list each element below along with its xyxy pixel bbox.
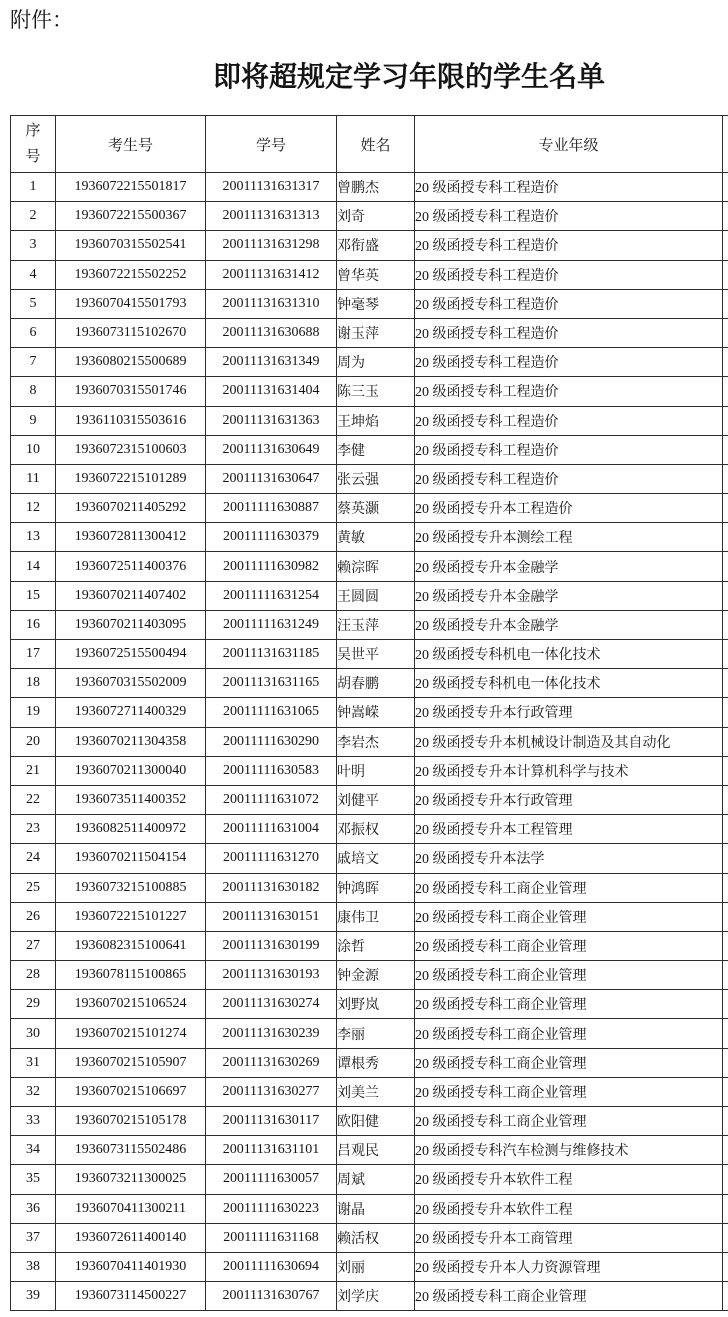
- truncated-column-cell: [723, 610, 728, 639]
- row-index-cell: 18: [11, 669, 56, 698]
- exam-number-cell: 1936080215500689: [56, 348, 206, 377]
- exam-number-cell: 1936070215106524: [56, 990, 206, 1019]
- student-name-cell: 戚培文: [337, 844, 415, 873]
- student-id-cell: 20011111630223: [206, 1194, 337, 1223]
- major-grade-cell: 20 级函授专升本金融学: [415, 552, 723, 581]
- exam-number-cell: 1936070415501793: [56, 289, 206, 318]
- exam-number-cell: 1936072215502252: [56, 260, 206, 289]
- exam-number-cell: 1936073211300025: [56, 1165, 206, 1194]
- student-id-cell: 20011111631168: [206, 1223, 337, 1252]
- student-name-cell: 周斌: [337, 1165, 415, 1194]
- table-row: [11, 377, 728, 406]
- exam-number-cell: 1936070211504154: [56, 844, 206, 873]
- exam-number-cell: 1936070211304358: [56, 727, 206, 756]
- truncated-column-cell: [723, 552, 728, 581]
- major-grade-cell: 20 级函授专科工程造价: [415, 464, 723, 493]
- major-grade-cell: 20 级函授专升本金融学: [415, 581, 723, 610]
- exam-number-cell: 1936082315100641: [56, 931, 206, 960]
- table-header: [11, 116, 728, 173]
- student-id-cell: 20011131631404: [206, 377, 337, 406]
- exam-number-cell: 1936070215105907: [56, 1048, 206, 1077]
- major-grade-cell: 20 级函授专升本测绘工程: [415, 523, 723, 552]
- row-index-cell: 17: [11, 640, 56, 669]
- student-id-cell: 20011111631249: [206, 610, 337, 639]
- student-name-cell: 钟鸿晖: [337, 873, 415, 902]
- major-grade-cell: 20 级函授专科工程造价: [415, 348, 723, 377]
- row-index-cell: 32: [11, 1077, 56, 1106]
- header-name: 姓名: [337, 116, 415, 173]
- truncated-column-cell: [723, 173, 728, 202]
- truncated-column-cell: [723, 1194, 728, 1223]
- exam-number-cell: 1936072215101227: [56, 902, 206, 931]
- row-index-cell: 8: [11, 377, 56, 406]
- exam-number-cell: 1936082511400972: [56, 815, 206, 844]
- table-row: [11, 610, 728, 639]
- row-index-cell: 24: [11, 844, 56, 873]
- row-index-cell: 2: [11, 202, 56, 231]
- table-row: [11, 844, 728, 873]
- student-name-cell: 赖活权: [337, 1223, 415, 1252]
- row-index-cell: 27: [11, 931, 56, 960]
- row-index-cell: 33: [11, 1107, 56, 1136]
- student-name-cell: 周为: [337, 348, 415, 377]
- header-index-label: 序号: [25, 123, 41, 165]
- student-name-cell: 钟金源: [337, 961, 415, 990]
- major-grade-cell: 20 级函授专科工程造价: [415, 318, 723, 347]
- major-grade-cell: 20 级函授专升本机械设计制造及其自动化: [415, 727, 723, 756]
- student-name-cell: 赖淙晖: [337, 552, 415, 581]
- student-name-cell: 李岩杰: [337, 727, 415, 756]
- major-grade-cell: 20 级函授专科机电一体化技术: [415, 640, 723, 669]
- table-row: [11, 785, 728, 814]
- major-grade-cell: 20 级函授专升本软件工程: [415, 1194, 723, 1223]
- major-grade-cell: 20 级函授专升本行政管理: [415, 698, 723, 727]
- truncated-column-cell: [723, 902, 728, 931]
- table-row: [11, 1252, 728, 1281]
- truncated-column-cell: [723, 844, 728, 873]
- major-grade-cell: 20 级函授专科工程造价: [415, 289, 723, 318]
- major-grade-cell: 20 级函授专科工商企业管理: [415, 902, 723, 931]
- student-name-cell: 钟毫琴: [337, 289, 415, 318]
- truncated-column-cell: [723, 581, 728, 610]
- truncated-column-cell: [723, 640, 728, 669]
- header-major-grade: 专业年级: [415, 116, 723, 173]
- student-name-cell: 蔡英灏: [337, 494, 415, 523]
- major-grade-cell: 20 级函授专科工程造价: [415, 173, 723, 202]
- row-index-cell: 30: [11, 1019, 56, 1048]
- row-index-cell: 26: [11, 902, 56, 931]
- truncated-column-cell: [723, 435, 728, 464]
- major-grade-cell: 20 级函授专科工程造价: [415, 260, 723, 289]
- exam-number-cell: 1936072215501817: [56, 173, 206, 202]
- student-id-cell: 20011111630379: [206, 523, 337, 552]
- student-id-cell: 20011131630767: [206, 1282, 337, 1311]
- row-index-cell: 21: [11, 756, 56, 785]
- table-row: [11, 640, 728, 669]
- table-row: [11, 873, 728, 902]
- table-row: [11, 552, 728, 581]
- row-index-cell: 9: [11, 406, 56, 435]
- student-id-cell: 20011131631313: [206, 202, 337, 231]
- row-index-cell: 29: [11, 990, 56, 1019]
- row-index-cell: 13: [11, 523, 56, 552]
- truncated-column-cell: [723, 318, 728, 347]
- truncated-column-cell: [723, 1019, 728, 1048]
- truncated-column-cell: [723, 1107, 728, 1136]
- row-index-cell: 16: [11, 610, 56, 639]
- student-name-cell: 胡春鹏: [337, 669, 415, 698]
- exam-number-cell: 1936070211405292: [56, 494, 206, 523]
- truncated-column-cell: [723, 289, 728, 318]
- student-id-cell: 20011111631065: [206, 698, 337, 727]
- row-index-cell: 10: [11, 435, 56, 464]
- table-row: [11, 669, 728, 698]
- student-name-cell: 刘丽: [337, 1252, 415, 1281]
- truncated-column-cell: [723, 260, 728, 289]
- student-id-cell: 20011111631072: [206, 785, 337, 814]
- table-row: [11, 202, 728, 231]
- student-name-cell: 谢玉萍: [337, 318, 415, 347]
- header-student-id: 学号: [206, 116, 337, 173]
- row-index-cell: 6: [11, 318, 56, 347]
- student-name-cell: 康伟卫: [337, 902, 415, 931]
- row-index-cell: 14: [11, 552, 56, 581]
- table-row: [11, 348, 728, 377]
- student-id-cell: 20011131631101: [206, 1136, 337, 1165]
- major-grade-cell: 20 级函授专升本工程造价: [415, 494, 723, 523]
- header-row: [11, 116, 728, 173]
- row-index-cell: 22: [11, 785, 56, 814]
- exam-number-cell: 1936070315502009: [56, 669, 206, 698]
- table-row: [11, 464, 728, 493]
- student-id-cell: 20011131631412: [206, 260, 337, 289]
- table-row: [11, 435, 728, 464]
- student-name-cell: 刘美兰: [337, 1077, 415, 1106]
- student-id-cell: 20011131631310: [206, 289, 337, 318]
- table-row: [11, 756, 728, 785]
- student-id-cell: 20011131630269: [206, 1048, 337, 1077]
- major-grade-cell: 20 级函授专升本工商管理: [415, 1223, 723, 1252]
- exam-number-cell: 1936072215500367: [56, 202, 206, 231]
- major-grade-cell: 20 级函授专升本工程管理: [415, 815, 723, 844]
- exam-number-cell: 1936072611400140: [56, 1223, 206, 1252]
- header-truncated-column: [723, 116, 728, 173]
- truncated-column-cell: [723, 377, 728, 406]
- table-row: [11, 260, 728, 289]
- truncated-column-cell: [723, 202, 728, 231]
- student-id-cell: 20011131630151: [206, 902, 337, 931]
- exam-number-cell: 1936070411300211: [56, 1194, 206, 1223]
- student-name-cell: 钟嵩嵘: [337, 698, 415, 727]
- exam-number-cell: 1936073215100885: [56, 873, 206, 902]
- student-name-cell: 谭根秀: [337, 1048, 415, 1077]
- truncated-column-cell: [723, 1048, 728, 1077]
- table-row: [11, 727, 728, 756]
- student-id-cell: 20011131630239: [206, 1019, 337, 1048]
- major-grade-cell: 20 级函授专升本计算机科学与技术: [415, 756, 723, 785]
- student-name-cell: 涂哲: [337, 931, 415, 960]
- student-id-cell: 20011111631254: [206, 581, 337, 610]
- exam-number-cell: 1936072215101289: [56, 464, 206, 493]
- student-id-cell: 20011131631349: [206, 348, 337, 377]
- major-grade-cell: 20 级函授专科工商企业管理: [415, 1107, 723, 1136]
- student-id-cell: 20011111630290: [206, 727, 337, 756]
- student-id-cell: 20011131631298: [206, 231, 337, 260]
- truncated-column-cell: [723, 756, 728, 785]
- truncated-column-cell: [723, 931, 728, 960]
- exam-number-cell: 1936070215106697: [56, 1077, 206, 1106]
- row-index-cell: 34: [11, 1136, 56, 1165]
- student-name-cell: 叶明: [337, 756, 415, 785]
- truncated-column-cell: [723, 231, 728, 260]
- exam-number-cell: 1936073511400352: [56, 785, 206, 814]
- student-id-cell: 20011111630583: [206, 756, 337, 785]
- major-grade-cell: 20 级函授专科工商企业管理: [415, 873, 723, 902]
- exam-number-cell: 1936072711400329: [56, 698, 206, 727]
- row-index-cell: 20: [11, 727, 56, 756]
- major-grade-cell: 20 级函授专科工程造价: [415, 435, 723, 464]
- table-row: [11, 1107, 728, 1136]
- table-row: [11, 1165, 728, 1194]
- major-grade-cell: 20 级函授专科工商企业管理: [415, 1048, 723, 1077]
- table-row: [11, 1282, 728, 1311]
- table-row: [11, 931, 728, 960]
- table-row: [11, 581, 728, 610]
- exam-number-cell: 1936073115502486: [56, 1136, 206, 1165]
- student-name-cell: 邓振权: [337, 815, 415, 844]
- row-index-cell: 23: [11, 815, 56, 844]
- table-row: [11, 902, 728, 931]
- student-name-cell: 曾华英: [337, 260, 415, 289]
- major-grade-cell: 20 级函授专科工商企业管理: [415, 1077, 723, 1106]
- student-name-cell: 刘学庆: [337, 1282, 415, 1311]
- row-index-cell: 25: [11, 873, 56, 902]
- major-grade-cell: 20 级函授专升本法学: [415, 844, 723, 873]
- table-row: [11, 815, 728, 844]
- table-row: [11, 318, 728, 347]
- row-index-cell: 4: [11, 260, 56, 289]
- exam-number-cell: 1936070315501746: [56, 377, 206, 406]
- major-grade-cell: 20 级函授专科工程造价: [415, 231, 723, 260]
- table-row: [11, 231, 728, 260]
- truncated-column-cell: [723, 494, 728, 523]
- table-row: [11, 523, 728, 552]
- table-row: [11, 173, 728, 202]
- student-name-cell: 汪玉萍: [337, 610, 415, 639]
- student-name-cell: 刘健平: [337, 785, 415, 814]
- truncated-column-cell: [723, 348, 728, 377]
- major-grade-cell: 20 级函授专科工商企业管理: [415, 1019, 723, 1048]
- row-index-cell: 5: [11, 289, 56, 318]
- student-name-cell: 王坤焰: [337, 406, 415, 435]
- student-id-cell: 20011131630193: [206, 961, 337, 990]
- row-index-cell: 7: [11, 348, 56, 377]
- table-row: [11, 961, 728, 990]
- exam-number-cell: 1936070211407402: [56, 581, 206, 610]
- exam-number-cell: 1936078115100865: [56, 961, 206, 990]
- student-id-cell: 20011111631270: [206, 844, 337, 873]
- student-id-cell: 20011131631317: [206, 173, 337, 202]
- major-grade-cell: 20 级函授专升本软件工程: [415, 1165, 723, 1194]
- table-row: [11, 1223, 728, 1252]
- student-roster-table: [10, 115, 728, 1311]
- student-name-cell: 张云强: [337, 464, 415, 493]
- student-name-cell: 黄敏: [337, 523, 415, 552]
- row-index-cell: 28: [11, 961, 56, 990]
- row-index-cell: 36: [11, 1194, 56, 1223]
- student-name-cell: 王圆圆: [337, 581, 415, 610]
- table-row: [11, 1077, 728, 1106]
- student-name-cell: 谢晶: [337, 1194, 415, 1223]
- document-title: 即将超规定学习年限的学生名单: [213, 62, 606, 93]
- student-name-cell: 邓衔盛: [337, 231, 415, 260]
- exam-number-cell: 1936070215105178: [56, 1107, 206, 1136]
- student-name-cell: 欧阳健: [337, 1107, 415, 1136]
- table-row: [11, 698, 728, 727]
- row-index-cell: 31: [11, 1048, 56, 1077]
- student-id-cell: 20011131630274: [206, 990, 337, 1019]
- major-grade-cell: 20 级函授专科工程造价: [415, 377, 723, 406]
- student-id-cell: 20011111630982: [206, 552, 337, 581]
- student-id-cell: 20011131630117: [206, 1107, 337, 1136]
- truncated-column-cell: [723, 406, 728, 435]
- exam-number-cell: 1936110315503616: [56, 406, 206, 435]
- attachment-label: 附件：: [10, 8, 73, 32]
- student-id-cell: 20011131631363: [206, 406, 337, 435]
- exam-number-cell: 1936070411401930: [56, 1252, 206, 1281]
- student-name-cell: 刘野岚: [337, 990, 415, 1019]
- header-exam-number: 考生号: [56, 116, 206, 173]
- student-id-cell: 20011111630057: [206, 1165, 337, 1194]
- student-id-cell: 20011131630688: [206, 318, 337, 347]
- student-id-cell: 20011131630199: [206, 931, 337, 960]
- student-id-cell: 20011111631004: [206, 815, 337, 844]
- exam-number-cell: 1936072515500494: [56, 640, 206, 669]
- exam-number-cell: 1936072511400376: [56, 552, 206, 581]
- row-index-cell: 11: [11, 464, 56, 493]
- student-id-cell: 20011111630694: [206, 1252, 337, 1281]
- student-id-cell: 20011131631165: [206, 669, 337, 698]
- row-index-cell: 1: [11, 173, 56, 202]
- truncated-column-cell: [723, 1252, 728, 1281]
- row-index-cell: 3: [11, 231, 56, 260]
- header-index: [11, 116, 56, 173]
- student-name-cell: 吴世平: [337, 640, 415, 669]
- truncated-column-cell: [723, 523, 728, 552]
- truncated-column-cell: [723, 873, 728, 902]
- truncated-column-cell: [723, 1223, 728, 1252]
- truncated-column-cell: [723, 990, 728, 1019]
- row-index-cell: 38: [11, 1252, 56, 1281]
- major-grade-cell: 20 级函授专科工程造价: [415, 202, 723, 231]
- exam-number-cell: 1936070315502541: [56, 231, 206, 260]
- row-index-cell: 37: [11, 1223, 56, 1252]
- table-row: [11, 1048, 728, 1077]
- student-name-cell: 李健: [337, 435, 415, 464]
- table-row: [11, 990, 728, 1019]
- exam-number-cell: 1936070211403095: [56, 610, 206, 639]
- truncated-column-cell: [723, 1077, 728, 1106]
- exam-number-cell: 1936073115102670: [56, 318, 206, 347]
- major-grade-cell: 20 级函授专科工商企业管理: [415, 961, 723, 990]
- row-index-cell: 39: [11, 1282, 56, 1311]
- major-grade-cell: 20 级函授专科工程造价: [415, 406, 723, 435]
- truncated-column-cell: [723, 464, 728, 493]
- truncated-column-cell: [723, 727, 728, 756]
- major-grade-cell: 20 级函授专科工商企业管理: [415, 1282, 723, 1311]
- truncated-column-cell: [723, 1282, 728, 1311]
- table-row: [11, 1136, 728, 1165]
- table-body: [11, 173, 728, 1311]
- exam-number-cell: 1936070211300040: [56, 756, 206, 785]
- student-id-cell: 20011111630887: [206, 494, 337, 523]
- truncated-column-cell: [723, 785, 728, 814]
- truncated-column-cell: [723, 698, 728, 727]
- row-index-cell: 15: [11, 581, 56, 610]
- exam-number-cell: 1936070215101274: [56, 1019, 206, 1048]
- truncated-column-cell: [723, 1136, 728, 1165]
- row-index-cell: 12: [11, 494, 56, 523]
- major-grade-cell: 20 级函授专科工商企业管理: [415, 931, 723, 960]
- table-row: [11, 289, 728, 318]
- major-grade-cell: 20 级函授专科工商企业管理: [415, 990, 723, 1019]
- student-id-cell: 20011131630182: [206, 873, 337, 902]
- truncated-column-cell: [723, 815, 728, 844]
- truncated-column-cell: [723, 1165, 728, 1194]
- row-index-cell: 35: [11, 1165, 56, 1194]
- table-row: [11, 1019, 728, 1048]
- student-id-cell: 20011131630647: [206, 464, 337, 493]
- row-index-cell: 19: [11, 698, 56, 727]
- truncated-column-cell: [723, 669, 728, 698]
- student-id-cell: 20011131631185: [206, 640, 337, 669]
- major-grade-cell: 20 级函授专升本行政管理: [415, 785, 723, 814]
- student-name-cell: 陈三玉: [337, 377, 415, 406]
- student-name-cell: 吕观民: [337, 1136, 415, 1165]
- table-row: [11, 406, 728, 435]
- student-name-cell: 曾鹏杰: [337, 173, 415, 202]
- student-name-cell: 刘奇: [337, 202, 415, 231]
- student-id-cell: 20011131630649: [206, 435, 337, 464]
- table-row: [11, 1194, 728, 1223]
- major-grade-cell: 20 级函授专升本金融学: [415, 610, 723, 639]
- exam-number-cell: 1936072315100603: [56, 435, 206, 464]
- student-id-cell: 20011131630277: [206, 1077, 337, 1106]
- exam-number-cell: 1936072811300412: [56, 523, 206, 552]
- major-grade-cell: 20 级函授专升本人力资源管理: [415, 1252, 723, 1281]
- truncated-column-cell: [723, 961, 728, 990]
- table-row: [11, 494, 728, 523]
- major-grade-cell: 20 级函授专科机电一体化技术: [415, 669, 723, 698]
- student-name-cell: 李丽: [337, 1019, 415, 1048]
- major-grade-cell: 20 级函授专科汽车检测与维修技术: [415, 1136, 723, 1165]
- exam-number-cell: 1936073114500227: [56, 1282, 206, 1311]
